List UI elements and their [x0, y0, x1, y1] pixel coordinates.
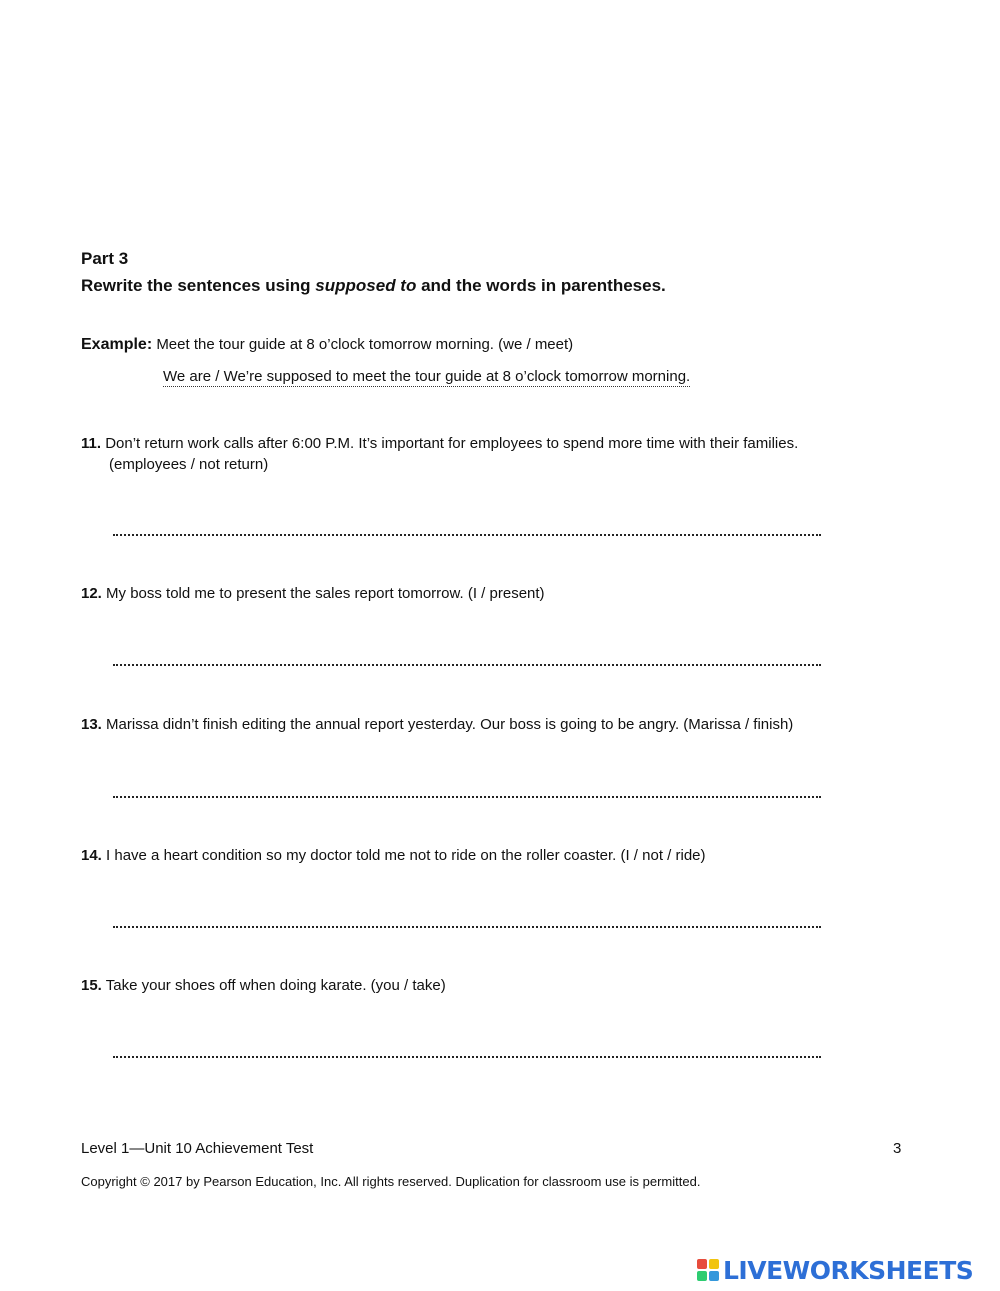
answer-line-14	[113, 926, 821, 928]
answer-line-15	[113, 1056, 821, 1058]
copyright-notice: Copyright © 2017 by Pearson Education, Inc. All rights reserved. Duplication for classroom use is permitted.	[81, 1174, 701, 1189]
answer-input-11[interactable]	[113, 510, 821, 534]
logo-square-2	[709, 1259, 719, 1269]
example-answer: We are / We’re supposed to meet the tour guide at 8 o’clock tomorrow morning.	[163, 368, 691, 385]
logo-square-1	[697, 1259, 707, 1269]
logo-square-4	[709, 1271, 719, 1281]
question-12: 12. My boss told me to present the sales report tomorrow. (I / present)	[81, 585, 545, 602]
answer-line-12	[113, 664, 821, 666]
logo-square-3	[697, 1271, 707, 1281]
brand-name: LIVEWORKSHEETS	[723, 1255, 974, 1285]
question-11: 11. Don’t return work calls after 6:00 P.M. It’s important for employees to spend more time with their families. (employees / not return)	[81, 435, 799, 473]
liveworksheets-logo-icon	[697, 1259, 719, 1281]
answer-input-15[interactable]	[113, 1032, 821, 1056]
part-title: Part 3	[81, 249, 129, 268]
page-number: 3	[893, 1140, 902, 1157]
question-15: 15. Take your shoes off when doing karate. (you / take)	[81, 977, 446, 994]
instructions: Rewrite the sentences using supposed to and the words in parentheses.	[81, 276, 666, 295]
example-label: Example:	[81, 336, 153, 353]
answer-line-13	[113, 796, 821, 798]
footer-test-name: Level 1—Unit 10 Achievement Test	[81, 1140, 314, 1157]
answer-input-13[interactable]	[113, 772, 821, 796]
answer-input-14[interactable]	[113, 902, 821, 926]
answer-line-11	[113, 534, 821, 536]
liveworksheets-brand[interactable]	[697, 1254, 973, 1286]
example-prompt: Example: Meet the tour guide at 8 o’clock tomorrow morning. (we / meet)	[81, 336, 574, 353]
question-14: 14. I have a heart condition so my doctor told me not to ride on the roller coaster. (I / not / ride)	[81, 847, 706, 864]
question-13: 13. Marissa didn’t finish editing the annual report yesterday. Our boss is going to be angry. (Marissa / finish)	[81, 716, 794, 733]
answer-input-12[interactable]	[113, 640, 821, 664]
